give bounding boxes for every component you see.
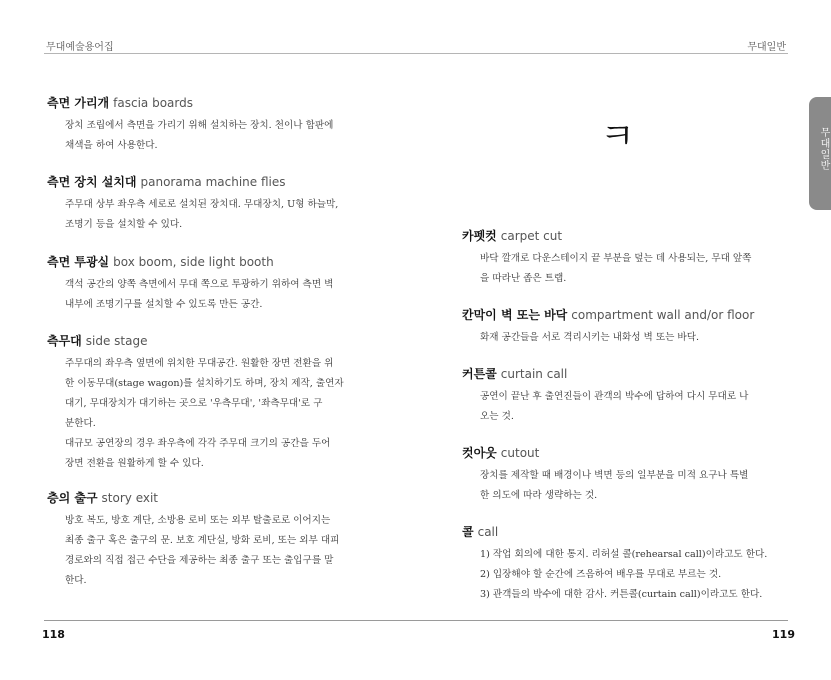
entry-definition xyxy=(462,249,792,289)
entry-curtain-call xyxy=(462,366,792,427)
term-english: side stage xyxy=(85,334,148,348)
entry-term xyxy=(462,445,792,461)
entry-definition xyxy=(462,387,792,427)
section-thumb-tab xyxy=(809,97,831,210)
term-english: compartment wall and/or floor xyxy=(571,308,755,322)
term-english: story exit xyxy=(101,491,159,505)
entry-fascia-boards xyxy=(47,95,377,156)
page-number-left: 118 xyxy=(42,628,65,641)
term-korean: 컷아웃 xyxy=(462,446,497,460)
definition-line: 경로와의 직접 접근 수단을 제공하는 최종 출구 또는 출입구를 말 xyxy=(65,555,334,566)
entry-compartment-wall xyxy=(462,307,792,348)
term-english: fascia boards xyxy=(113,96,193,110)
entry-panorama-machine-flies xyxy=(47,174,377,235)
definition-line: 주무대의 좌우측 옆면에 위치한 무대공간. 원활한 장면 전환을 위 xyxy=(65,358,334,369)
entry-definition xyxy=(47,116,377,156)
definition-line: 대기, 무대장치가 대기하는 곳으로 '우측무대', '좌측무대'로 구 xyxy=(65,398,323,409)
section-letter: ㅋ xyxy=(600,116,635,157)
entry-definition xyxy=(47,275,377,315)
entry-term xyxy=(47,490,377,506)
term-english: cutout xyxy=(500,446,540,460)
definition-line: 한 의도에 따라 생략하는 것. xyxy=(480,490,598,501)
term-english: panorama machine flies xyxy=(140,175,286,189)
definition-line: 한 이동무대(stage wagon)를 설치하기도 하며, 장치 제작, 출연자 xyxy=(65,378,344,389)
entry-cutout xyxy=(462,445,792,506)
definition-line: 방호 복도, 방호 계단, 소방용 로비 또는 외부 탈출로로 이어지는 xyxy=(65,515,331,526)
entry-term xyxy=(462,524,792,540)
entry-definition xyxy=(47,195,377,235)
header-rule xyxy=(44,53,788,54)
definition-line: 최종 출구 혹은 출구의 문. 보호 계단실, 방화 로비, 또는 외부 대피 xyxy=(65,535,340,546)
definition-line: 채색을 하여 사용한다. xyxy=(65,140,158,151)
footer-rule xyxy=(44,620,788,621)
term-english: curtain call xyxy=(500,367,568,381)
term-korean: 측면 가리개 xyxy=(47,96,110,110)
definition-line: 오는 것. xyxy=(480,411,514,422)
definition-line: 객석 공간의 양쪽 측면에서 무대 쪽으로 투광하기 위하여 측면 벽 xyxy=(65,279,334,290)
definition-line: 장치를 제작할 때 배경이나 벽면 등의 일부분을 미적 요구나 특별 xyxy=(480,470,749,481)
definition-line: 공연이 끝난 후 출연진들이 관객의 박수에 답하여 다시 무대로 나 xyxy=(480,391,749,402)
term-korean: 측무대 xyxy=(47,334,82,348)
term-korean: 콜 xyxy=(462,525,474,539)
definition-line: 분한다. xyxy=(65,418,96,429)
entry-term xyxy=(47,174,377,190)
term-korean: 칸막이 벽 또는 바닥 xyxy=(462,308,568,322)
term-korean: 층의 출구 xyxy=(47,491,98,505)
entry-definition xyxy=(47,511,377,591)
definition-list-item: 2) 입장해야 할 순간에 즈음하여 배우를 무대로 부르는 것. xyxy=(480,569,722,580)
entry-box-boom xyxy=(47,254,377,315)
definition-line: 을 따라난 좁은 트랩. xyxy=(480,273,567,284)
page-number-right: 119 xyxy=(772,628,795,641)
term-english: box boom, side light booth xyxy=(113,255,274,269)
entry-term xyxy=(462,228,792,244)
running-header-right: 무대일반 xyxy=(747,42,786,53)
definition-line: 한다. xyxy=(65,575,87,586)
entry-definition xyxy=(462,328,792,348)
definition-list-item: 1) 작업 회의에 대한 통지. 리허설 콜(rehearsal call)이라고도 한다. xyxy=(480,549,768,560)
entry-definition xyxy=(462,545,792,605)
term-english: carpet cut xyxy=(500,229,563,243)
definition-line: 조명기 등을 설치할 수 있다. xyxy=(65,219,183,230)
entry-call xyxy=(462,524,792,605)
definition-line: 주무대 상부 좌우측 세로로 설치된 장치대. 무대장치, U형 하늘막, xyxy=(65,199,339,210)
entry-term xyxy=(47,254,377,270)
entry-story-exit xyxy=(47,490,377,591)
entry-carpet-cut xyxy=(462,228,792,289)
section-thumb-tab-label: 무대일반 xyxy=(818,127,829,171)
entry-definition xyxy=(462,466,792,506)
term-english: call xyxy=(477,525,499,539)
entry-term xyxy=(462,307,792,323)
term-korean: 측면 투광실 xyxy=(47,255,110,269)
entry-side-stage xyxy=(47,333,377,474)
definition-line: 내부에 조명기구를 설치할 수 있도록 만든 공간. xyxy=(65,299,263,310)
definition-list xyxy=(480,545,792,605)
term-korean: 커튼콜 xyxy=(462,367,497,381)
definition-line: 바닥 깔개로 다운스테이지 끝 부분을 덮는 데 사용되는, 무대 앞쪽 xyxy=(480,253,752,264)
definition-line: 장치 조립에서 측면을 가리기 위해 설치하는 장치. 천이나 합판에 xyxy=(65,120,334,131)
entry-definition xyxy=(47,354,377,474)
entry-term xyxy=(47,333,377,349)
definition-line: 화재 공간들을 서로 격리시키는 내화성 벽 또는 바닥. xyxy=(480,332,700,343)
definition-line: 대규모 공연장의 경우 좌우측에 각각 주무대 크기의 공간을 두어 xyxy=(65,438,331,449)
definition-list-item: 3) 관객들의 박수에 대한 감사. 커튼콜(curtain call)이라고도 한다. xyxy=(480,589,763,600)
definition-line: 장면 전환을 원활하게 할 수 있다. xyxy=(65,458,204,469)
term-korean: 측면 장치 설치대 xyxy=(47,175,137,189)
term-korean: 카펫컷 xyxy=(462,229,497,243)
entry-term xyxy=(462,366,792,382)
entry-term xyxy=(47,95,377,111)
running-header-left: 무대예술용어집 xyxy=(46,42,114,53)
